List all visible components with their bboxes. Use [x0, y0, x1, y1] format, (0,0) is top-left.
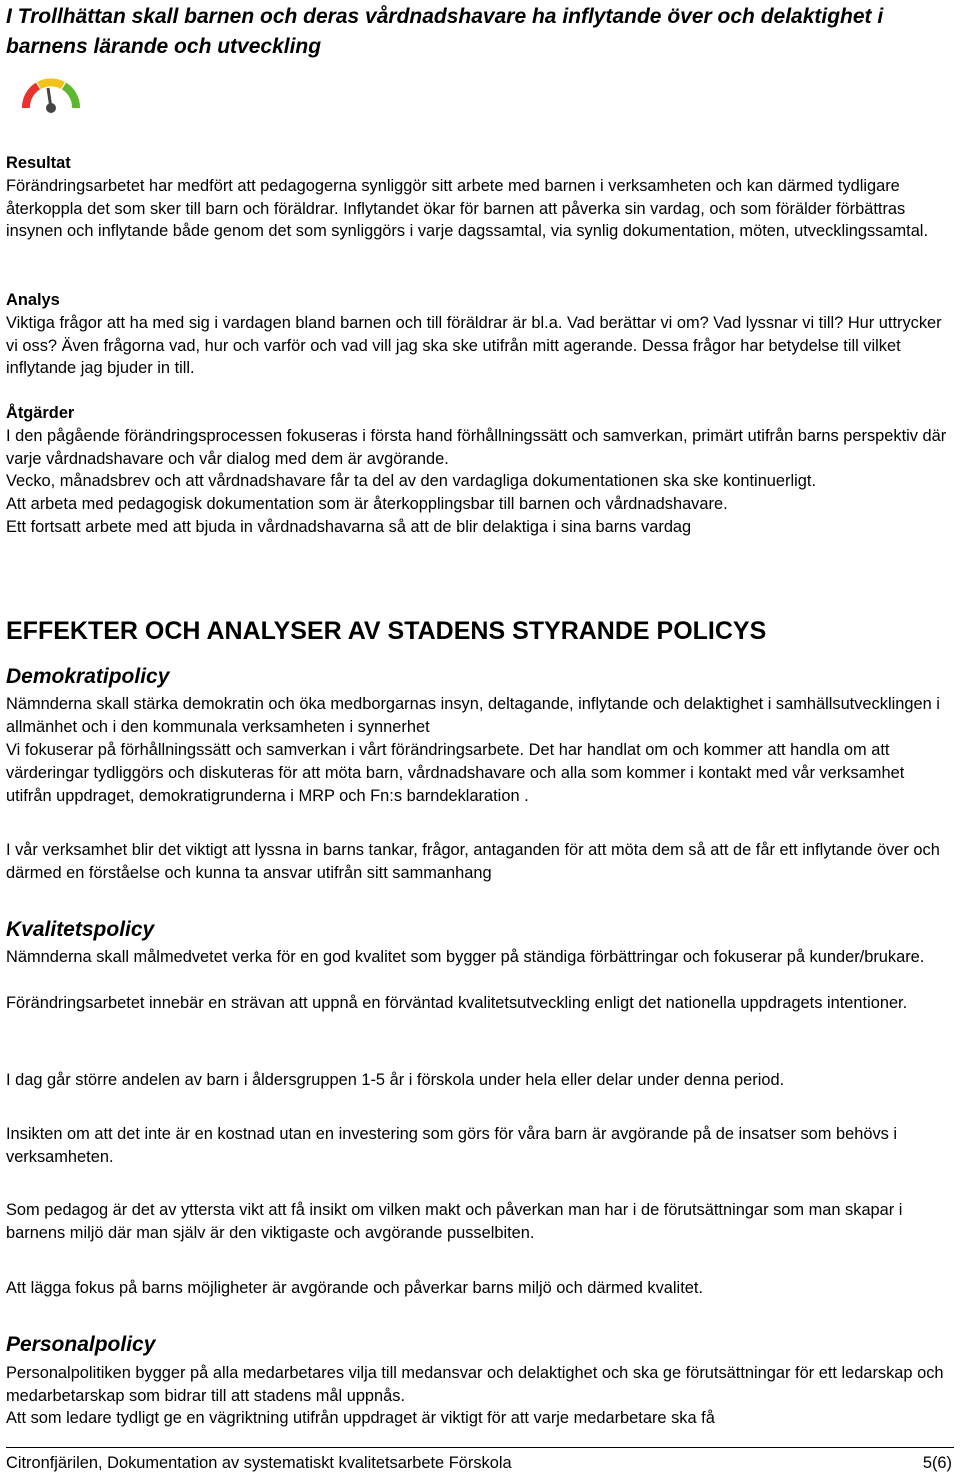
analys-text: Viktiga frågor att ha med sig i vardagen bland barnen och till föräldrar är bl.a. Vad berättar vi om? Vad lyssnar vi till? Hur uttrycker vi oss? Även frågorna vad, hur och varför och vad vill jag ska ske utifrån mitt agerande. Dessa frågor har betydelse till vilket inflytande jag bjuder in till.	[6, 313, 942, 378]
personal-heading: Personalpolicy	[6, 1333, 156, 1356]
atgarder-section	[6, 402, 954, 539]
kvalitet-p2: Förändringsarbetet innebär en strävan att uppnå en förväntad kvalitetsutveckling enligt det nationella uppdragets intentioner.	[6, 994, 908, 1012]
analys-heading: Analys	[6, 291, 60, 309]
personal-p2: Att som ledare tydligt ge en vägriktning utifrån uppdraget är viktigt för att varje medarbetare ska få	[6, 1409, 715, 1427]
demokrati-p2: Vi fokuserar på förhållningssätt och samverkan i vårt förändringsarbete. Det har handlat om och kommer att handla om att värderingar tydliggörs och diskuteras för att möta barn, vårdnadshavare och alla som kommer i kontakt med vår verksamhet utifrån uppdraget, demokratigrunderna i MRP och Fn:s barndeklaration .	[6, 741, 905, 805]
footer-text: Citronfjärilen, Dokumentation av systematiskt kvalitetsarbete Förskola	[6, 1454, 512, 1472]
demokrati-p3: I vår verksamhet blir det viktigt att lyssna in barns tankar, frågor, antaganden för att möta dem så att de får ett inflytande över och därmed en förståelse och kunna ta ansvar utifrån sitt sammanhang	[6, 841, 940, 882]
gauge-yellow-segment	[39, 82, 63, 85]
page-number: 5(6)	[922, 1454, 952, 1472]
kvalitet-p5: Som pedagog är det av yttersta vikt att få insikt om vilken makt och påverkan man har i de förutsättningar som man skapar i barnens miljö där man själv är den viktigaste och avgörande pusselbiten.	[6, 1201, 903, 1242]
kvalitet-p6: Att lägga fokus på barns möjligheter är avgörande och påverkar barns miljö och därmed kvalitet.	[6, 1279, 703, 1297]
footer-divider	[6, 1447, 954, 1448]
demokrati-p1: Nämnderna skall stärka demokratin och öka medborgarnas insyn, deltagande, inflytande och delaktighet i samhällsutvecklingen i allmänhet och i den kommunala verksamheten i synnerhet	[6, 695, 940, 736]
gauge-icon	[20, 74, 82, 116]
resultat-heading: Resultat	[6, 154, 71, 172]
section-title: EFFEKTER OCH ANALYSER AV STADENS STYRANDE POLICYS	[6, 617, 767, 645]
demokrati-heading: Demokratipolicy	[6, 665, 170, 688]
atgarder-heading: Åtgärder	[6, 404, 75, 422]
atgarder-line: Vecko, månadsbrev och att vårdnadshavare får ta del av den vardagliga dokumentationen ska ske kontinuerligt.	[6, 472, 817, 491]
page-title: I Trollhättan skall barnen och deras vårdnadshavare ha inflytande över och delaktighet i barnens lärande och utveckling	[6, 5, 884, 58]
atgarder-line: Att arbeta med pedagogisk dokumentation som är återkopplingsbar till barnen och vårdnadshavare.	[6, 495, 728, 514]
atgarder-line: Ett fortsatt arbete med att bjuda in vårdnadshavarna så att de blir delaktiga i sina barns vardag	[6, 517, 692, 536]
resultat-section	[6, 152, 954, 243]
gauge-hub	[46, 103, 56, 113]
kvalitet-heading: Kvalitetspolicy	[6, 918, 155, 941]
resultat-text: Förändringsarbetet har medfört att pedagogerna synliggör sitt arbete med barnen i verksamheten och kan därmed tydligare återkoppla det som sker till barn och föräldrar. Inflytandet ökar för barnen att påverka sin vardag, och som förälder förbättras insynen och inflytande både genom det som synliggörs i varje dagssamtal, via synlig dokumentation, möten, utvecklingssamtal.	[6, 176, 929, 241]
atgarder-line: I den pågående förändringsprocessen fokuseras i första hand förhållningssätt och samverkan, primärt utifrån barns perspektiv där varje vårdnadshavare och vår dialog med dem är avgörande.	[6, 426, 947, 468]
kvalitet-p4: Insikten om att det inte är en kostnad utan en investering som görs för våra barn är avgörande på de insatser som behövs i verksamheten.	[6, 1125, 898, 1166]
gauge-red-segment	[26, 86, 38, 108]
personal-p1: Personalpolitiken bygger på alla medarbetares vilja till medansvar och delaktighet och ska ge förutsättningar för ett ledarskap och medarbetarskap som bidrar till att stadens mål uppnås.	[6, 1364, 944, 1405]
kvalitet-p1: Nämnderna skall målmedvetet verka för en god kvalitet som bygger på ständiga förbättringar och fokuserar på kunder/brukare.	[6, 948, 925, 966]
gauge-green-segment	[64, 86, 76, 108]
kvalitet-p3: I dag går större andelen av barn i åldersgruppen 1-5 år i förskola under hela eller delar under denna period.	[6, 1071, 785, 1089]
analys-section	[6, 289, 954, 380]
